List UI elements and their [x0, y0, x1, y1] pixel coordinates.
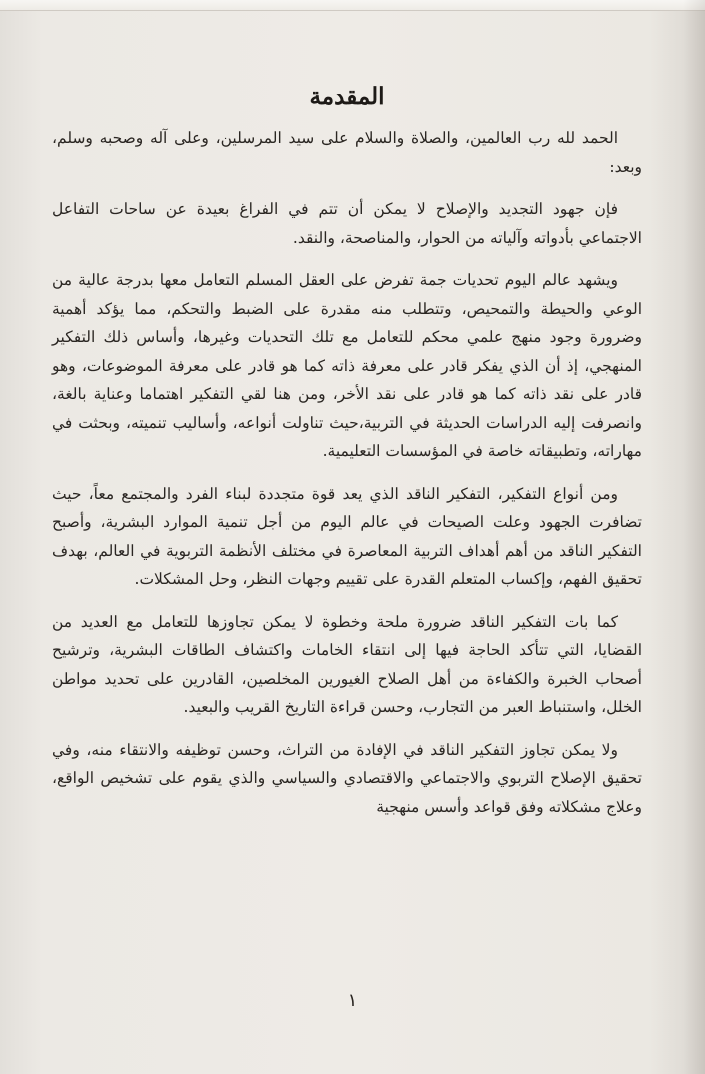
paragraph-reform-efforts: فإن جهود التجديد والإصلاح لا يمكن أن تتم في الفراغ بعيدة عن ساحات التفاعل الاجتماعي بأدواته وآلياته من الحوار، والمناصحة، والنقد.: [52, 200, 642, 247]
paragraph-critical-thinking-types: ومن أنواع التفكير، التفكير الناقد الذي يعد قوة متجددة لبناء الفرد والمجتمع معاً، حيث تضافرت الجهود وعلت الصيحات في عالم اليوم من أجل تنمية الموارد البشرية، وأصبح التفكير الناقد من أهم أهداف التربية المعاصرة في مختلف الأنظمة التربوية في العالم، بهدف تحقيق الفهم، وإكساب المتعلم القدرة على تقييم وجهات النظر، وحل المشكلات.: [52, 484, 642, 588]
paragraph-challenges: ويشهد عالم اليوم تحديات جمة تفرض على العقل المسلم التعامل معها بدرجة عالية من الوعي والحيطة والتمحيص، وتتطلب منه مقدرة على الضبط والتحكم، مما يؤكد أهمية وضرورة وجود منهج علمي محكم للتعامل مع تلك التحديات وغيرها، وأساس ذلك التفكير المنهجي، إذ أن الذي يفكر قادر على معرفة ذاته كما هو قادر على معرفة الموضوعات، وهو قادر على نقد ذاته كما هو قادر على نقد الأخر، ومن هنا لقي التفكير اهتماما وعناية بالغة، وانصرفت إليه الدراسات الحديثة في التربية،حيث تناولت أنواعه، وأساليب تنميته، وبحثت في مهاراته، وتطبيقاته خاصة في المؤسسات التعليمية.: [52, 271, 642, 460]
binding-shadow: [683, 0, 705, 1074]
page-number: ١: [347, 990, 358, 1011]
paragraph-critical-thinking-necessity: كما بات التفكير الناقد ضرورة ملحة وخطوة لا يمكن تجاوزها للتعامل مع العديد من القضايا، التي تتأكد الحاجة فيها إلى انتقاء الخامات واكتشاف الطاقات البشرية، وترشيح أصحاب الخبرة والكفاءة من أهل الصلاح الغيورين المخلصين، القادرين على تحديد مواطن الخلل، واستنباط العبر من التجارب، وحسن قراءة التاريخ القريب والبعيد.: [52, 612, 642, 716]
page-top-edge: [0, 0, 705, 11]
page-title: المقدمة: [309, 83, 385, 110]
paragraph-opening: الحمد لله رب العالمين، والصلاة والسلام على سيد المرسلين، وعلى آله وصحبه وسلم، وبعد:: [52, 129, 642, 176]
page-content: [52, 80, 642, 835]
paragraph-heritage: ولا يمكن تجاوز التفكير الناقد في الإفادة من التراث، وحسن توظيفه والانتقاء منه، وفي تحقيق الإصلاح التربوي والاجتماعي والاقتصادي والسياسي والذي يقوم على تشخيص الواقع، وعلاج مشكلاته وفق قواعد وأسس منهجية: [52, 740, 642, 816]
